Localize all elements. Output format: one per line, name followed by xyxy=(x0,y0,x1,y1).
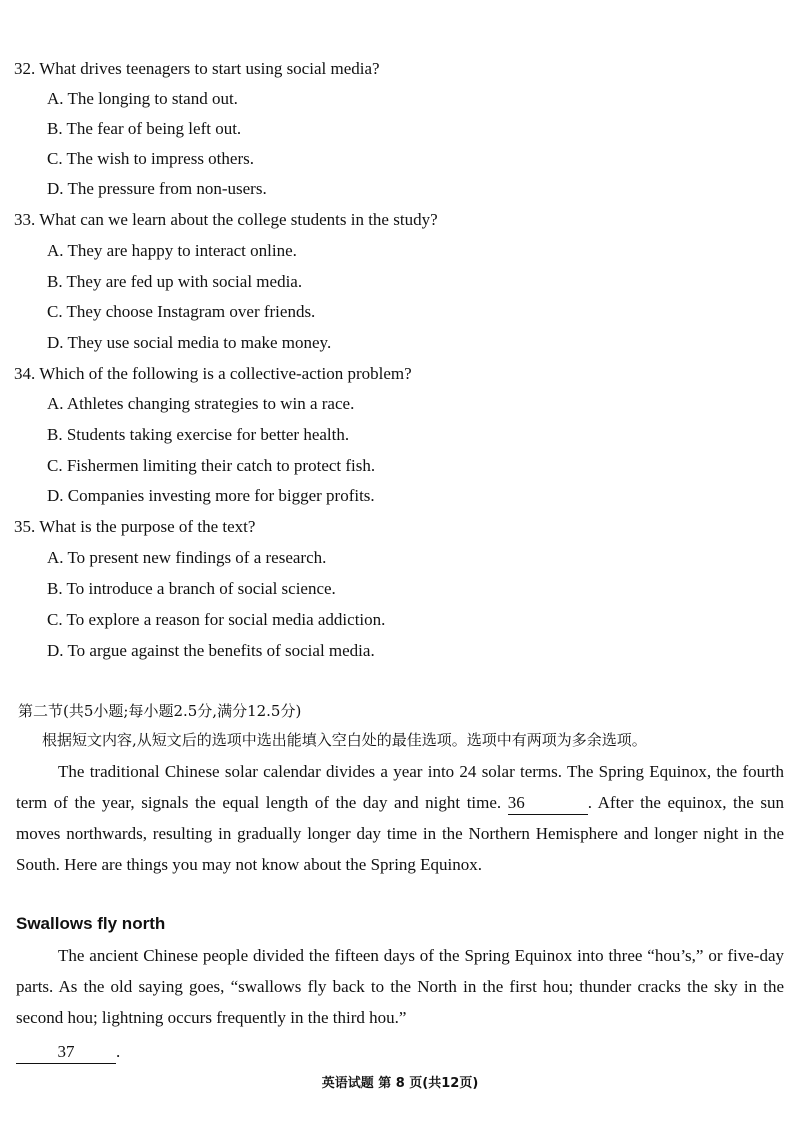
option-a: A. Athletes changing strategies to win a race. xyxy=(47,394,355,413)
paragraph-text: The ancient Chinese people divided the fifteen days of the Spring Equinox into three “hou’s,” or five-day parts. As the old saying goes, “swallows fly back to the North in the first hou; thunder cracks the sky in the second hou; lightning occurs frequently in the third hou.” xyxy=(16,946,784,1027)
paragraph-text: The traditional Chinese solar calendar divides a year into 24 solar terms. The Spring Equinox, the fourth term of the year, signals the equal length of the day and night time. xyxy=(16,762,784,812)
paragraph-text: . After the equinox, the sun moves northwards, resulting in gradually longer day time in the Northern Hemisphere and longer night in the South. Here are things you may not know about the Spring Equinox. xyxy=(16,793,785,874)
blank-37-period: . xyxy=(116,1042,121,1061)
page-footer: 英语试题 第 8 页(共12页) xyxy=(321,1076,479,1091)
blank-37: 37 xyxy=(16,1041,116,1064)
question-stem: 35. What is the purpose of the text? xyxy=(14,517,256,536)
option-a: A. They are happy to interact online. xyxy=(47,241,297,260)
option-c: C. To explore a reason for social media addiction. xyxy=(47,610,386,629)
option-d: D. The pressure from non-users. xyxy=(47,179,267,198)
option-d: D. To argue against the benefits of social media. xyxy=(47,641,375,660)
option-b: B. The fear of being left out. xyxy=(47,119,242,138)
option-c: C. They choose Instagram over friends. xyxy=(47,302,316,321)
passage-paragraph-2 xyxy=(16,940,784,1033)
option-d: D. They use social media to make money. xyxy=(47,333,332,352)
section-instruction: 根据短文内容,从短文后的选项中选出能填入空白处的最佳选项。选项中有两项为多余选项。 xyxy=(42,731,647,749)
blank-36: 36 xyxy=(508,792,588,815)
option-c: C. The wish to impress others. xyxy=(47,149,254,168)
question-stem: 32. What drives teenagers to start using social media? xyxy=(14,59,380,78)
option-a: A. The longing to stand out. xyxy=(47,89,238,108)
option-b: B. Students taking exercise for better health. xyxy=(47,425,350,444)
section-heading: Swallows fly north xyxy=(16,914,166,933)
option-c: C. Fishermen limiting their catch to protect fish. xyxy=(47,456,376,475)
option-a: A. To present new findings of a research. xyxy=(47,548,327,567)
question-stem: 33. What can we learn about the college students in the study? xyxy=(14,210,438,229)
passage-paragraph-1 xyxy=(16,756,784,880)
option-d: D. Companies investing more for bigger profits. xyxy=(47,486,375,505)
option-b: B. They are fed up with social media. xyxy=(47,272,303,291)
blank-37-line xyxy=(16,1040,120,1064)
question-stem: 34. Which of the following is a collective-action problem? xyxy=(14,364,412,383)
option-b: B. To introduce a branch of social science. xyxy=(47,579,336,598)
section-header: 第二节(共5小题;每小题2.5分,满分12.5分) xyxy=(18,702,302,720)
